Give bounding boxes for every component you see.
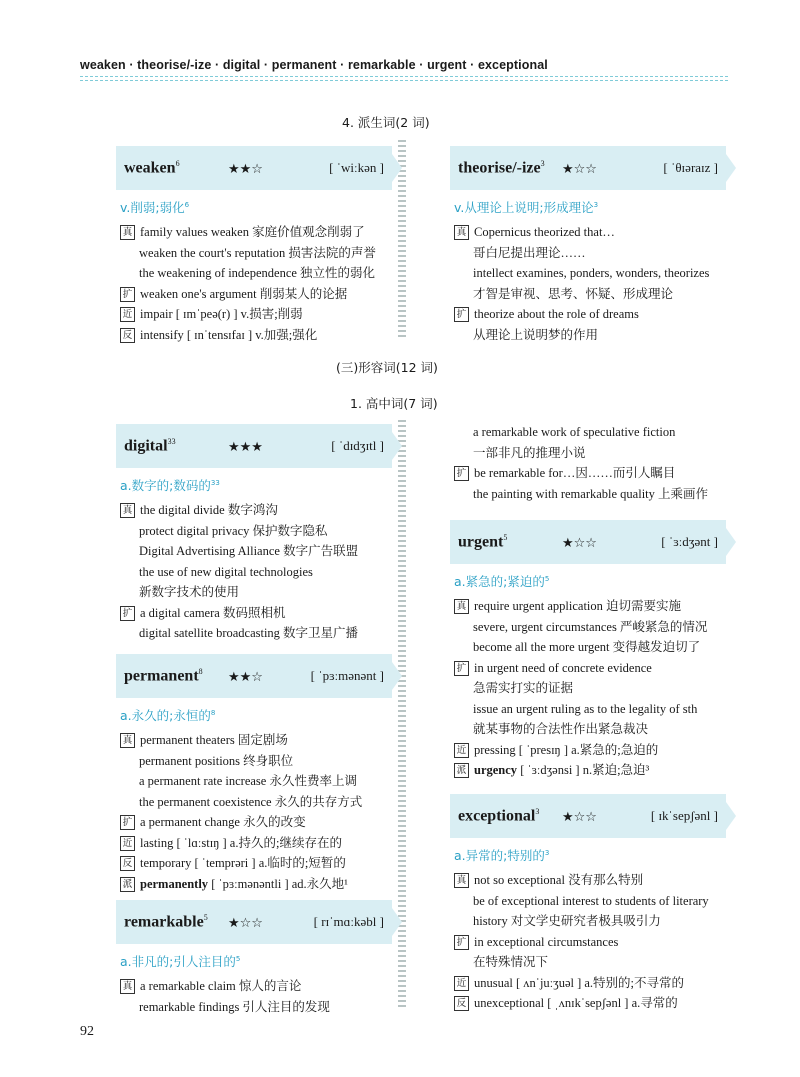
example-text: remarkable findings 引人注目的发现: [139, 999, 330, 1014]
example-line: [446, 760, 736, 781]
example-text: a permanent rate increase 永久性费率上调: [139, 774, 357, 788]
example-line: [112, 562, 402, 583]
example-text: 急需实打实的证据: [473, 681, 574, 695]
headword: [458, 533, 507, 551]
example-line: [112, 222, 402, 243]
star-rating: ★☆☆: [562, 536, 597, 551]
pos-text: a.非凡的;引人注目的: [120, 954, 236, 969]
example-text: unusual [ ʌnˈjuːʒuəl ] a.特别的;不寻常的: [474, 975, 685, 990]
example-text: family values weaken 家庭价值观念削弱了: [140, 225, 365, 239]
label-mark-近: 近: [454, 976, 469, 991]
headword-box: [450, 146, 726, 190]
example-line: [446, 678, 736, 699]
example-text: weaken the court's reputation 损害法院的声誉: [139, 245, 376, 260]
example-text: 就某事物的合法性作出紧急裁决: [473, 722, 649, 736]
example-line: [446, 952, 736, 973]
headword-box: [116, 146, 392, 190]
headword-text: theorise/-ize: [458, 159, 541, 177]
example-text: in urgent need of concrete evidence: [474, 660, 652, 675]
phonetic: [ ɪkˈsepʃənl ]: [650, 808, 718, 823]
label-mark-真: 真: [454, 599, 469, 614]
example-line: [446, 222, 736, 243]
example-text: require urgent application 迫切需要实施: [474, 599, 682, 613]
example-text: a remarkable claim 惊人的言论: [140, 979, 302, 993]
example-text: permanent theaters 固定剧场: [140, 733, 288, 747]
frequency-count: 5: [203, 913, 208, 922]
page-number: 92: [80, 1024, 94, 1039]
star-rating: ★★☆: [228, 670, 263, 685]
example-text: a remarkable work of speculative fiction: [473, 425, 676, 439]
entry-permanent: [112, 654, 402, 894]
example-text: severe, urgent circumstances 严峻紧急的情况: [473, 619, 708, 634]
example-line: [112, 521, 402, 542]
star-rating: ★☆☆: [562, 162, 597, 177]
example-text: be of exceptional interest to students of literary: [473, 893, 709, 908]
star-rating: ★★★: [228, 440, 263, 455]
entry-exceptional: [446, 794, 736, 1014]
example-text: impair [ ɪmˈpeə(r) ] v.损害;削弱: [140, 307, 303, 321]
example-line: [112, 284, 402, 305]
example-text: unexceptional [ ˌʌnɪkˈsepʃənl ] a.寻常的: [474, 996, 678, 1010]
headword: [124, 667, 203, 685]
example-text: a permanent change 永久的改变: [140, 815, 306, 829]
label-mark-扩: 扩: [120, 606, 135, 621]
example-text: 新数字技术的使用: [139, 585, 240, 599]
example-line: [112, 500, 402, 521]
entry-remarkable: [112, 900, 402, 1017]
label-mark-派: 派: [120, 877, 135, 892]
example-line: [446, 284, 736, 305]
example-line: [446, 699, 736, 720]
example-line: [112, 603, 402, 624]
example-text: the use of new digital technologies: [139, 564, 313, 579]
example-line: [112, 541, 402, 562]
example-text: 才智是审视、思考、怀疑、形成理论: [473, 286, 674, 301]
label-mark-真: 真: [120, 733, 135, 748]
headword-box: [450, 520, 726, 564]
example-line: [112, 751, 402, 772]
pos-text: a.紧急的;紧迫的: [454, 574, 545, 589]
phonetic: [ ˈwiːkən ]: [329, 160, 384, 175]
part-of-speech: [120, 476, 402, 494]
label-mark-近: 近: [120, 836, 135, 851]
example-line: [112, 812, 402, 833]
example-line: [446, 422, 736, 443]
example-line: [446, 658, 736, 679]
frequency-count: 5: [503, 533, 508, 542]
example-line: [112, 792, 402, 813]
example-text: Digital Advertising Alliance 数字广告联盟: [139, 544, 359, 558]
example-text: issue an urgent ruling as to the legality of sth: [473, 701, 698, 716]
example-line: [446, 719, 736, 740]
entry-digital: [112, 424, 402, 644]
label-mark-反: 反: [120, 328, 135, 343]
part-of-speech: [120, 706, 402, 724]
phonetic: [ ˈpɜːmənənt ]: [310, 668, 384, 683]
example-text: 一部非凡的推理小说: [473, 445, 586, 460]
example-text: temporary [ ˈtemprəri ] a.临时的;短暂的: [140, 856, 346, 870]
label-mark-真: 真: [120, 225, 135, 240]
headword: [124, 437, 176, 455]
label-mark-扩: 扩: [120, 815, 135, 830]
example-text: Copernicus theorized that…: [474, 225, 615, 239]
example-line: [446, 870, 736, 891]
example-line: [446, 463, 736, 484]
pos-text: a.数字的;数码的: [120, 478, 211, 493]
example-text: pressing [ ˈpresɪŋ ] a.紧急的;急迫的: [474, 742, 659, 757]
example-line: [112, 771, 402, 792]
part-of-speech: [454, 198, 736, 216]
label-mark-扩: 扩: [120, 287, 135, 302]
headword: [124, 913, 208, 931]
example-text: a digital camera 数码照相机: [140, 605, 286, 620]
label-mark-真: 真: [454, 873, 469, 888]
example-line: [446, 740, 736, 761]
star-rating: ★☆☆: [228, 916, 263, 931]
frequency-count: 3: [540, 159, 545, 168]
phonetic: [ rɪˈmɑːkəbl ]: [313, 914, 384, 929]
star-rating: ★★☆: [228, 162, 263, 177]
example-line: [112, 874, 402, 895]
example-text: intellect examines, ponders, wonders, theorizes: [473, 266, 710, 280]
entry-remarkable-continued: [446, 422, 736, 504]
example-text: the permanent coexistence 永久的共存方式: [139, 794, 363, 809]
example-line: [112, 304, 402, 325]
star-rating: ★☆☆: [562, 810, 597, 825]
headword-text: digital: [124, 437, 168, 455]
example-line: [112, 582, 402, 603]
example-line: [446, 304, 736, 325]
part-of-speech: [120, 952, 402, 970]
example-line: [446, 596, 736, 617]
example-text: weaken one's argument 削弱某人的论据: [140, 286, 348, 301]
pos-count: 3: [544, 848, 550, 857]
example-line: [446, 617, 736, 638]
example-line: [446, 891, 736, 912]
example-text: in exceptional circumstances: [474, 934, 619, 949]
label-mark-近: 近: [120, 307, 135, 322]
label-mark-扩: 扩: [454, 935, 469, 950]
example-text: the digital divide 数字鸿沟: [140, 503, 278, 517]
example-line: [446, 325, 736, 346]
example-text: history 对文学史研究者极具吸引力: [473, 914, 661, 928]
example-line: [446, 443, 736, 464]
derived-word: urgency: [474, 763, 518, 777]
label-mark-扩: 扩: [454, 661, 469, 676]
example-text: theorize about the role of dreams: [474, 307, 639, 321]
headword-text: remarkable: [124, 913, 204, 931]
phonetic: [ ˈθɪəraɪz ]: [663, 160, 718, 175]
example-text: [ ˈpɜːmənəntli ] ad.永久地¹: [208, 876, 348, 891]
section-high-heading: 1. 高中词(7 词): [350, 396, 438, 411]
example-line: [112, 730, 402, 751]
derived-word: permanently: [140, 876, 209, 891]
running-header: weaken · theorise/-ize · digital · permanent · remarkable · urgent · exceptional: [80, 58, 548, 72]
pos-count: 33: [210, 478, 220, 487]
headword: [458, 807, 539, 825]
example-text: [ ˈɜːdʒənsi ] n.紧迫;急迫³: [517, 763, 650, 777]
example-text: digital satellite broadcasting 数字卫星广播: [139, 626, 359, 640]
label-mark-派: 派: [454, 763, 469, 778]
example-line: [446, 993, 736, 1014]
header-rule: [80, 76, 728, 81]
entry-weaken: [112, 146, 402, 345]
part-of-speech: [454, 846, 736, 864]
pos-count: 6: [184, 200, 190, 209]
headword-text: urgent: [458, 533, 504, 551]
example-line: [112, 853, 402, 874]
example-text: the weakening of independence 独立性的弱化: [139, 266, 376, 280]
example-line: [112, 833, 402, 854]
example-text: intensify [ ɪnˈtensɪfaɪ ] v.加强;强化: [140, 327, 318, 342]
headword-box: [116, 654, 392, 698]
pos-count: 5: [544, 574, 550, 583]
label-mark-真: 真: [120, 503, 135, 518]
label-mark-反: 反: [120, 856, 135, 871]
label-mark-扩: 扩: [454, 466, 469, 481]
pos-count: 5: [235, 954, 241, 963]
example-line: [112, 325, 402, 346]
frequency-count: 8: [198, 667, 203, 676]
example-line: [446, 973, 736, 994]
pos-text: a.异常的;特别的: [454, 848, 545, 863]
frequency-count: 6: [175, 159, 180, 168]
frequency-count: 3: [535, 807, 540, 816]
pos-count: 3: [593, 200, 599, 209]
example-line: [446, 637, 736, 658]
label-mark-近: 近: [454, 743, 469, 758]
example-line: [112, 623, 402, 644]
pos-text: v.从理论上说明;形成理论: [454, 200, 594, 215]
example-text: lasting [ ˈlɑːstɪŋ ] a.持久的;继续存在的: [140, 835, 342, 850]
example-text: permanent positions 终身职位: [139, 753, 294, 768]
headword-text: permanent: [124, 667, 199, 685]
example-text: 在特殊情况下: [473, 955, 549, 969]
headword-text: exceptional: [458, 807, 536, 825]
example-line: [446, 263, 736, 284]
phonetic: [ ˈdɪdʒɪtl ]: [331, 438, 384, 453]
example-line: [112, 976, 402, 997]
headword-box: [116, 424, 392, 468]
example-line: [446, 911, 736, 932]
example-text: 从理论上说明梦的作用: [473, 327, 599, 342]
part-of-speech: [120, 198, 402, 216]
headword-box: [116, 900, 392, 944]
pos-text: a.永久的;永恒的: [120, 708, 211, 723]
pos-count: 8: [210, 708, 216, 717]
headword-text: weaken: [124, 159, 176, 177]
example-text: 哥白尼提出理论……: [473, 245, 586, 260]
pos-text: v.削弱;弱化: [120, 200, 185, 215]
headword: [458, 159, 545, 177]
example-line: [112, 997, 402, 1018]
example-text: become all the more urgent 变得越发迫切了: [473, 640, 701, 654]
label-mark-扩: 扩: [454, 307, 469, 322]
example-text: not so exceptional 没有那么特别: [474, 873, 644, 887]
example-text: be remarkable for…因……而引人瞩目: [474, 466, 676, 480]
example-line: [112, 243, 402, 264]
headword: [124, 159, 180, 177]
label-mark-真: 真: [120, 979, 135, 994]
example-line: [446, 484, 736, 505]
example-line: [446, 932, 736, 953]
entry-urgent: [446, 520, 736, 781]
phonetic: [ ˈɜːdʒənt ]: [661, 534, 718, 549]
section-derived-heading: 4. 派生词(2 词): [342, 115, 430, 130]
example-line: [446, 243, 736, 264]
example-line: [112, 263, 402, 284]
headword-box: [450, 794, 726, 838]
part-of-speech: [454, 572, 736, 590]
frequency-count: 33: [167, 437, 176, 446]
label-mark-反: 反: [454, 996, 469, 1011]
example-text: protect digital privacy 保护数字隐私: [139, 523, 328, 538]
example-text: the painting with remarkable quality 上乘画作: [473, 486, 709, 501]
entry-theorise: [446, 146, 736, 345]
section-adj-heading: (三)形容词(12 词): [336, 360, 438, 375]
label-mark-真: 真: [454, 225, 469, 240]
